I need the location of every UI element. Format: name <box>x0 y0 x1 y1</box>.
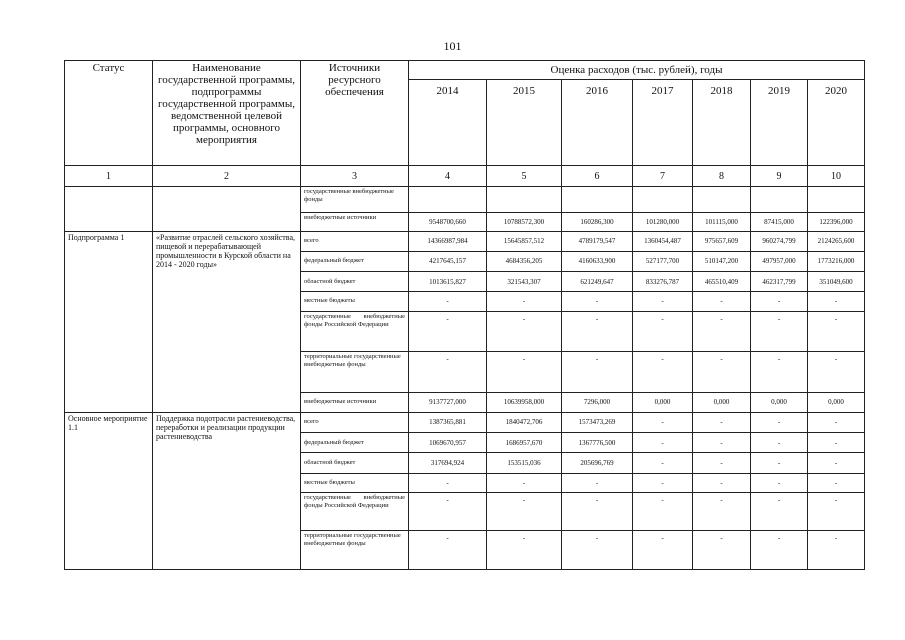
value-cell: - <box>808 311 865 352</box>
funding-source-cell: государственные внебюджетные фонды <box>301 187 409 213</box>
program-name-cell <box>153 187 301 232</box>
value-cell: - <box>633 453 693 473</box>
value-cell: - <box>562 473 633 492</box>
value-cell: - <box>633 531 693 570</box>
value-cell: - <box>751 412 808 432</box>
header-year: 2015 <box>487 80 562 166</box>
value-cell: 0,000 <box>633 392 693 412</box>
value-cell: 87415,000 <box>751 213 808 231</box>
column-index: 6 <box>562 166 633 187</box>
value-cell: - <box>633 352 693 393</box>
status-cell: Основное мероприятие 1.1 <box>65 412 153 569</box>
value-cell: - <box>693 311 751 352</box>
value-cell: 462317,799 <box>751 272 808 292</box>
funding-source-cell: федеральный бюджет <box>301 433 409 453</box>
program-name-cell: «Развитие отраслей сельского хозяйства, пищевой и перерабатывающей промышленности в Курской области на 2014 - 2020 годы» <box>153 231 301 412</box>
value-cell: - <box>562 531 633 570</box>
value-cell <box>693 187 751 213</box>
value-cell: - <box>487 292 562 311</box>
value-cell: - <box>409 531 487 570</box>
value-cell: 15645857,512 <box>487 231 562 251</box>
value-cell: 1013615,827 <box>409 272 487 292</box>
value-cell: 317694,924 <box>409 453 487 473</box>
value-cell: - <box>751 492 808 531</box>
funding-source-cell: государственные внебюджетные фонды Российской Федерации <box>301 492 409 531</box>
value-cell: 2124265,600 <box>808 231 865 251</box>
value-cell: - <box>693 412 751 432</box>
value-cell: - <box>751 352 808 393</box>
value-cell: - <box>693 453 751 473</box>
value-cell: 4217645,157 <box>409 251 487 271</box>
funding-source-cell: всего <box>301 231 409 251</box>
value-cell <box>633 187 693 213</box>
value-cell: 101115,000 <box>693 213 751 231</box>
value-cell: - <box>487 492 562 531</box>
column-index: 7 <box>633 166 693 187</box>
value-cell: - <box>487 473 562 492</box>
value-cell: - <box>751 453 808 473</box>
column-index: 1 <box>65 166 153 187</box>
header-year: 2019 <box>751 80 808 166</box>
value-cell <box>751 187 808 213</box>
value-cell: - <box>751 311 808 352</box>
value-cell: 160286,300 <box>562 213 633 231</box>
value-cell: - <box>808 492 865 531</box>
value-cell: 9548700,660 <box>409 213 487 231</box>
status-cell <box>65 187 153 232</box>
value-cell <box>409 187 487 213</box>
table-row <box>65 231 865 251</box>
header-funding-sources: Источники ресурсного обеспечения <box>301 61 409 166</box>
table-row <box>65 412 865 432</box>
value-cell: - <box>808 412 865 432</box>
value-cell: - <box>409 492 487 531</box>
value-cell: 497957,000 <box>751 251 808 271</box>
value-cell: - <box>409 311 487 352</box>
column-index: 10 <box>808 166 865 187</box>
funding-source-cell: внебюджетные источники <box>301 213 409 231</box>
value-cell: - <box>409 473 487 492</box>
value-cell: - <box>487 531 562 570</box>
value-cell: - <box>693 292 751 311</box>
table-row <box>65 187 865 213</box>
value-cell: 1360454,487 <box>633 231 693 251</box>
value-cell: 4684356,205 <box>487 251 562 271</box>
funding-source-cell: внебюджетные источники <box>301 392 409 412</box>
value-cell: - <box>633 292 693 311</box>
page-number: 101 <box>443 39 462 53</box>
value-cell: - <box>562 492 633 531</box>
value-cell: - <box>751 473 808 492</box>
value-cell <box>487 187 562 213</box>
value-cell: 101280,000 <box>633 213 693 231</box>
value-cell: - <box>751 433 808 453</box>
funding-source-cell: территориальные государственные внебюджетные фонды <box>301 531 409 570</box>
header-year: 2020 <box>808 80 865 166</box>
value-cell: - <box>693 433 751 453</box>
value-cell: - <box>808 453 865 473</box>
value-cell: 14366987,984 <box>409 231 487 251</box>
column-index: 4 <box>409 166 487 187</box>
value-cell: - <box>633 412 693 432</box>
value-cell: - <box>808 531 865 570</box>
value-cell: 1367776,500 <box>562 433 633 453</box>
column-index-row <box>65 166 865 187</box>
funding-source-cell: территориальные государственные внебюджетные фонды <box>301 352 409 393</box>
value-cell: 1686957,670 <box>487 433 562 453</box>
value-cell: 833276,787 <box>633 272 693 292</box>
value-cell: - <box>693 531 751 570</box>
header-year: 2016 <box>562 80 633 166</box>
value-cell: 0,000 <box>693 392 751 412</box>
column-index: 3 <box>301 166 409 187</box>
header-year: 2017 <box>633 80 693 166</box>
value-cell: - <box>808 433 865 453</box>
header-year: 2018 <box>693 80 751 166</box>
value-cell: - <box>633 473 693 492</box>
value-cell: - <box>409 352 487 393</box>
value-cell: 465510,409 <box>693 272 751 292</box>
value-cell: 7296,000 <box>562 392 633 412</box>
value-cell: 1387365,881 <box>409 412 487 432</box>
column-index: 9 <box>751 166 808 187</box>
funding-source-cell: местные бюджеты <box>301 473 409 492</box>
value-cell: - <box>808 352 865 393</box>
header-status: Статус <box>65 61 153 166</box>
value-cell: 510147,200 <box>693 251 751 271</box>
value-cell: - <box>562 292 633 311</box>
value-cell: 9137727,000 <box>409 392 487 412</box>
value-cell: 4789179,547 <box>562 231 633 251</box>
value-cell: 527177,700 <box>633 251 693 271</box>
value-cell: 975657,609 <box>693 231 751 251</box>
funding-source-cell: федеральный бюджет <box>301 251 409 271</box>
value-cell: - <box>487 311 562 352</box>
value-cell: - <box>633 433 693 453</box>
header-program-name: Наименование государственной программы, подпрограммы государственной программы, ведомственной целевой программы, основного мероприятия <box>153 61 301 166</box>
value-cell: 1573473,269 <box>562 412 633 432</box>
funding-source-cell: всего <box>301 412 409 432</box>
value-cell: 4160633,900 <box>562 251 633 271</box>
value-cell: - <box>562 352 633 393</box>
budget-table <box>64 60 865 570</box>
column-index: 5 <box>487 166 562 187</box>
header-year: 2014 <box>409 80 487 166</box>
value-cell: - <box>409 292 487 311</box>
value-cell: 960274,799 <box>751 231 808 251</box>
value-cell: - <box>562 311 633 352</box>
value-cell: - <box>487 352 562 393</box>
funding-source-cell: местные бюджеты <box>301 292 409 311</box>
value-cell: 351049,600 <box>808 272 865 292</box>
value-cell: - <box>633 492 693 531</box>
value-cell: 10639958,000 <box>487 392 562 412</box>
funding-source-cell: областной бюджет <box>301 453 409 473</box>
value-cell: - <box>693 352 751 393</box>
value-cell: 122396,000 <box>808 213 865 231</box>
value-cell: - <box>808 473 865 492</box>
value-cell: 1069670,957 <box>409 433 487 453</box>
value-cell: 1840472,706 <box>487 412 562 432</box>
value-cell <box>808 187 865 213</box>
value-cell: 1773216,000 <box>808 251 865 271</box>
status-cell: Подпрограмма 1 <box>65 231 153 412</box>
value-cell: 321543,307 <box>487 272 562 292</box>
value-cell: - <box>693 492 751 531</box>
value-cell <box>562 187 633 213</box>
header-expense-estimate: Оценка расходов (тыс. рублей), годы <box>409 61 865 80</box>
program-name-cell: Поддержка подотрасли растениеводства, переработки и реализации продукции растениеводства <box>153 412 301 569</box>
value-cell: - <box>751 531 808 570</box>
value-cell: - <box>751 292 808 311</box>
value-cell: - <box>693 473 751 492</box>
value-cell: 621249,647 <box>562 272 633 292</box>
column-index: 8 <box>693 166 751 187</box>
value-cell: - <box>633 311 693 352</box>
value-cell: - <box>808 292 865 311</box>
funding-source-cell: областной бюджет <box>301 272 409 292</box>
value-cell: 153515,036 <box>487 453 562 473</box>
value-cell: 0,000 <box>808 392 865 412</box>
value-cell: 205696,769 <box>562 453 633 473</box>
funding-source-cell: государственные внебюджетные фонды Российской Федерации <box>301 311 409 352</box>
column-index: 2 <box>153 166 301 187</box>
value-cell: 0,000 <box>751 392 808 412</box>
value-cell: 10788572,300 <box>487 213 562 231</box>
